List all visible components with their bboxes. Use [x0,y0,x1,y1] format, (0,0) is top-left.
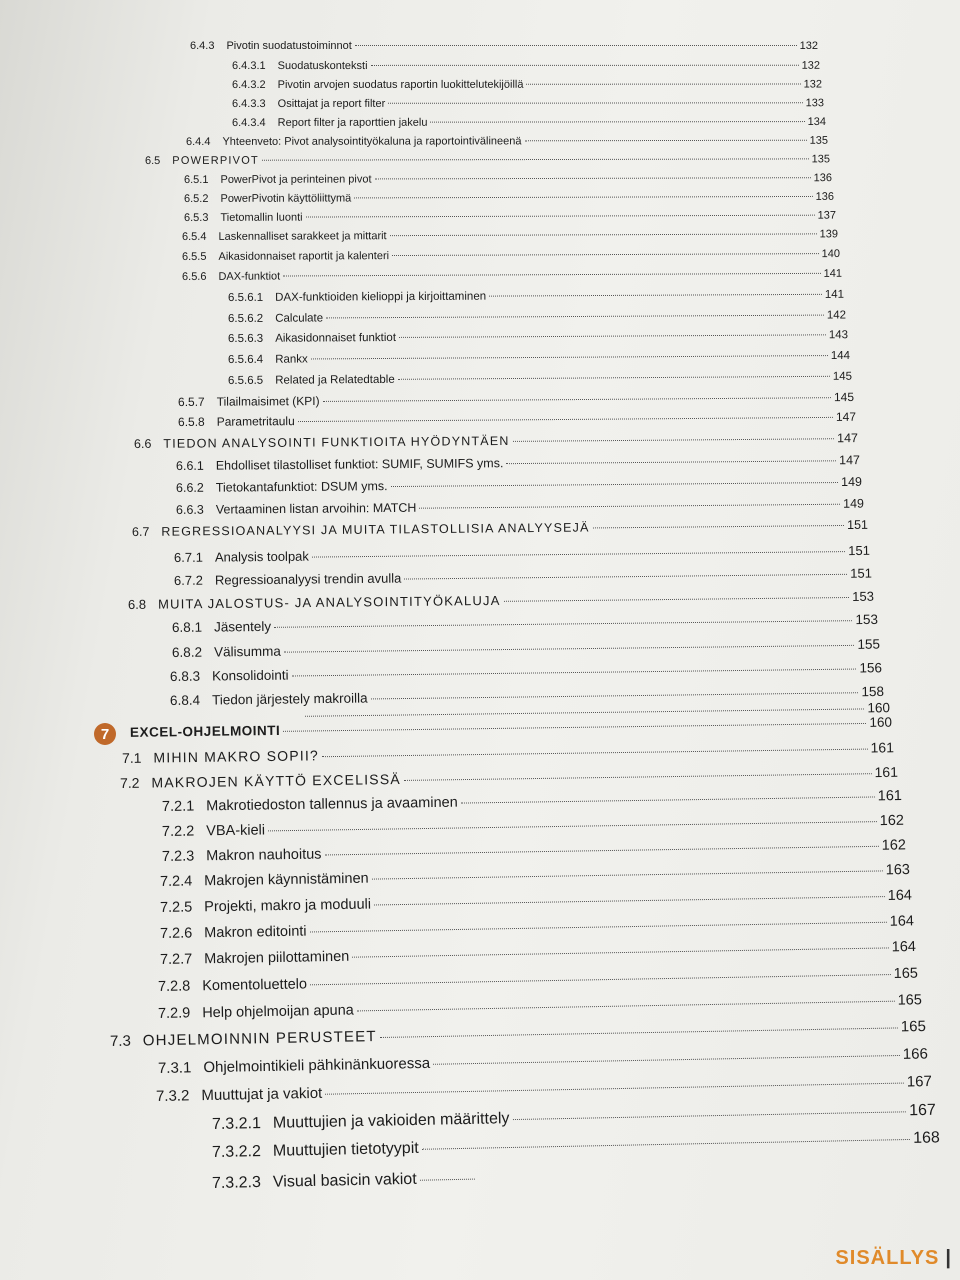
page-number: 160 [869,714,893,730]
toc-entry[interactable] [184,191,834,205]
dot-leader [390,233,817,236]
page-number: 135 [809,134,829,147]
dot-leader [310,974,891,985]
page-number: 162 [879,812,905,830]
entry-title: PowerPivot ja perinteinen pivot [220,173,372,186]
entry-number: 6.5.4 [181,230,207,243]
page-number: 140 [821,248,841,261]
page-number: 167 [908,1101,937,1120]
entry-title: Tietokantafunktiot: DSUM yms. [215,479,388,495]
entry-number: 6.4.3 [190,40,215,52]
entry-title: Parametritaulu [216,414,295,429]
toc-entry[interactable] [232,79,822,91]
page-number: 153 [852,588,875,604]
dot-leader [374,177,810,179]
toc-entry[interactable] [182,248,840,263]
toc-entry[interactable] [176,453,860,473]
entry-number: 7.3.2.1 [211,1115,262,1133]
page-number: 162 [881,837,907,854]
entry-number: 6.8.1 [171,619,203,635]
entry-title: Calculate [275,312,324,325]
page-number: 143 [828,329,849,342]
entry-title: Ohjelmointikieli pähkinänkuoressa [203,1054,431,1077]
entry-title: Makron editointi [204,923,307,942]
page-number: 132 [803,78,823,91]
toc-entry[interactable] [145,153,830,167]
page-number: 156 [859,660,883,676]
dot-leader [404,773,872,781]
entry-title: TIEDON ANALYSOINTI FUNKTIOITA HYÖDYNTÄEN [163,433,510,451]
page-number: 135 [811,153,831,166]
dot-leader [326,315,824,319]
dot-leader [526,84,800,85]
toc-entry[interactable] [172,637,880,660]
page-number: 155 [857,636,881,652]
toc-entry[interactable] [160,913,914,942]
page-number: 144 [830,349,851,363]
entry-title: Help ohjelmoijan apuna [202,1002,354,1022]
entry-title: POWERPIVOT [172,154,259,167]
entry-number: 6.5 [144,154,161,167]
toc-entry[interactable] [178,390,854,409]
entry-number: 6.4.4 [185,135,211,148]
dot-leader [430,121,804,123]
page-number: 165 [897,992,923,1009]
toc-entry[interactable] [158,1045,928,1077]
dot-leader [292,669,857,677]
toc-entry[interactable] [120,764,898,791]
entry-title: Laskennalliset sarakkeet ja mittarit [218,230,387,243]
dot-leader [398,376,830,380]
dot-leader [357,1001,895,1012]
toc-entry[interactable] [158,992,922,1022]
entry-title: MUITA JALOSTUS- JA ANALYSOINTITYÖKALUJA [157,592,501,612]
entry-title: Makrojen piilottaminen [204,948,350,968]
dot-leader [391,482,838,487]
entry-title: Pivotin suodatustoiminnot [226,40,352,52]
dot-leader [512,1111,906,1120]
dot-leader [298,417,833,422]
dot-leader [325,1083,904,1095]
dot-leader [310,922,887,933]
entry-number: 6.8 [127,596,147,612]
dot-leader [506,460,836,464]
page-number: 134 [807,116,827,129]
page-number: 149 [843,496,865,511]
entry-number: 7.2.2 [161,823,195,840]
entry-number: 6.4.3.3 [231,97,266,110]
dot-leader [433,1055,900,1065]
entry-title: Analysis toolpak [214,548,309,565]
toc-entry[interactable] [172,612,878,635]
entry-number: 6.6 [133,436,152,451]
dot-leader [323,397,831,402]
entry-number: 6.6.2 [175,480,204,495]
toc-entry[interactable] [158,966,918,995]
toc-entry[interactable] [160,888,912,916]
entry-title: Aikasidonnaiset raportit ja kalenteri [218,250,390,263]
dot-leader [371,65,799,66]
dot-leader [374,896,885,905]
running-footer [835,1247,952,1270]
toc-entry[interactable] [160,939,916,968]
toc-entry[interactable] [160,862,910,890]
toc-entry[interactable] [162,788,902,815]
entry-number: 6.6.1 [175,458,204,473]
entry-title: Pivotin arvojen suodatus raportin luokittelutekijöillä [277,78,524,91]
dot-leader [284,645,855,653]
entry-number: 6.5.2 [183,192,209,205]
dot-leader [355,45,797,46]
page-number: 136 [815,190,835,203]
entry-number: 6.5.6.1 [227,291,264,304]
toc-entry[interactable] [212,1170,478,1193]
dot-leader [392,253,819,256]
dot-leader [312,551,845,557]
toc-entry[interactable] [228,289,844,304]
entry-title: Jäsentely [213,618,272,635]
page-number: 147 [837,431,859,446]
dot-leader [380,1027,898,1038]
toc-entry[interactable] [132,518,868,539]
entry-number: 6.5.6.4 [227,353,264,366]
dot-leader [354,196,812,199]
dot-leader [268,821,877,831]
toc-entry[interactable] [232,97,824,110]
entry-number: 6.7.2 [173,572,204,588]
page-number: 153 [855,611,879,628]
dot-leader [322,749,868,758]
toc-entry[interactable] [186,135,828,148]
toc-entry[interactable] [162,837,906,865]
entry-number: 6.5.6.3 [227,332,264,345]
toc-entry[interactable] [184,210,836,224]
entry-title: Makrojen käynnistäminen [204,870,369,890]
entry-title: Regressioanalyysi trendin avulla [214,570,402,588]
entry-title: Aikasidonnaiset funktiot [275,331,397,345]
toc-entry[interactable] [228,309,846,325]
page-number: 160 [867,700,891,716]
dot-leader [352,947,888,957]
entry-number: 7.3.1 [157,1059,192,1077]
dot-leader [306,215,815,218]
entry-title: Tiedon järjestely makroilla [211,690,368,708]
entry-title: Muuttujien ja vakioiden määrittely [272,1110,510,1132]
entry-title: Makron nauhoitus [206,846,322,865]
entry-number: 6.4.3.4 [231,116,266,129]
page-number: 136 [813,172,833,185]
entry-number: 6.6.3 [175,502,204,517]
page-number: 151 [850,565,873,581]
page-number: 161 [870,739,895,756]
entry-title: Välisumma [213,643,281,660]
page-number: 133 [805,97,825,110]
dot-leader [283,723,866,732]
entry-number: 6.5.6.5 [227,374,264,387]
dot-leader [513,438,835,442]
entry-title: Makrotiedoston tallennus ja avaaminen [206,794,458,815]
page-number: 132 [799,40,818,52]
page-number: 141 [823,267,843,280]
entry-number: 6.8.3 [169,668,201,684]
entry-title: PowerPivotin käyttöliittymä [220,192,352,205]
entry-number: 7.2.5 [159,899,193,916]
entry-number: 7.3.2 [155,1087,190,1105]
entry-number: 6.5.3 [183,211,209,224]
entry-number: 6.5.7 [177,394,205,409]
entry-number: 6.5.1 [183,173,209,186]
dot-leader [404,574,847,580]
entry-number: 7.1 [121,749,142,766]
entry-title: OHJELMOINNIN PERUSTEET [142,1028,377,1050]
page-number: 166 [902,1045,929,1063]
page-number: 145 [832,370,853,383]
entry-title: Vertaaminen listan arvoihin: MATCH [215,500,417,517]
entry-title: DAX-funktiot [218,270,281,283]
toc-entry[interactable] [190,40,818,52]
entry-title: Osittajat ja report filter [277,97,386,110]
entry-title: Projekti, makro ja moduuli [204,896,372,916]
toc-entry[interactable] [228,350,850,366]
entry-number: 6.5.6 [181,270,207,283]
dot-leader [372,870,883,879]
page-number: 165 [893,965,919,983]
entry-title: Suodatuskonteksti [277,59,368,72]
page-number: 161 [877,788,903,805]
page-number: 158 [861,683,885,700]
page-number: 151 [848,542,871,559]
entry-number: 6.5.8 [177,414,205,429]
toc-entry[interactable] [162,813,904,840]
chapter-number-badge: 7 [94,723,116,745]
entry-title: Tietomallin luonti [220,211,303,224]
footer-divider: | [945,1247,952,1269]
entry-number: 6.8.2 [171,644,203,660]
toc-entry[interactable] [232,60,820,72]
page-number: 139 [819,228,839,241]
dot-leader [388,102,802,104]
toc-entry[interactable] [228,371,852,387]
entry-number: 7.2.9 [157,1005,191,1022]
toc-entry[interactable] [182,228,838,243]
toc-entry[interactable] [212,1102,936,1134]
entry-title: Muuttujien tietotyypit [272,1139,419,1160]
entry-number: 6.7.1 [173,549,203,565]
entry-title: Muuttujat ja vakiot [201,1084,323,1105]
entry-title: MAKROJEN KÄYTTÖ EXCELISSÄ [151,770,401,791]
entry-number: 7.2.6 [159,925,193,942]
page-number: 132 [801,59,821,72]
page-number: 142 [826,309,847,322]
entry-title: Rankx [275,353,308,366]
entry-number: 7.3 [109,1032,132,1050]
toc-entry[interactable] [182,268,842,283]
toc-entry[interactable] [178,410,856,429]
dot-leader [461,796,875,803]
toc-entry[interactable] [128,589,874,612]
dot-leader [524,140,806,142]
page-number: 167 [906,1073,933,1091]
dot-leader [311,355,828,359]
page-number: 151 [847,517,869,532]
dot-leader [371,692,859,699]
entry-number: 6.5.5 [181,250,207,263]
entry-title: Visual basicin vakiot [272,1170,417,1191]
page-number: 168 [912,1129,941,1147]
page-number: 161 [874,763,899,781]
entry-title: Related ja Relatedtable [275,373,395,387]
toc-entry[interactable] [174,566,872,588]
toc-entry[interactable] [212,1129,940,1162]
entry-title: Yhteenveto: Pivot analysointityökaluna ja raportointivälineenä [222,135,522,148]
page-number: 164 [887,887,913,905]
entry-title: Tilailmaisimet (KPI) [216,393,320,409]
entry-number: 7.3.2.2 [211,1143,262,1161]
entry-number: 7.2.4 [159,873,193,890]
entry-title: EXCEL-OHJELMOINTI [129,722,281,740]
entry-title: REGRESSIOANALYYSI JA MUITA TILASTOLLISIA ANALYYSEJÄ [161,520,590,539]
page-number: 147 [839,453,861,468]
entry-number: 7.2 [119,774,140,791]
toc-entry[interactable] [232,116,826,129]
entry-title: Report filter ja raporttien jakelu [277,116,428,129]
page-number: 145 [833,390,855,405]
toc-entry[interactable] [156,1073,932,1105]
page-number: 164 [889,913,915,930]
entry-number: 7.2.3 [161,848,195,865]
entry-number: 7.2.8 [157,978,191,995]
entry-title: DAX-funktioiden kielioppi ja kirjoittaminen [275,290,487,304]
dot-leader [489,294,822,297]
entry-number: 7.2.1 [161,798,195,815]
entry-title: MIHIN MAKRO SOPII? [153,747,320,766]
page-number: 147 [835,409,857,424]
entry-number: 7.2.7 [159,951,193,968]
dot-leader [422,1139,910,1150]
page-number: 164 [891,938,917,956]
entry-number: 6.8.4 [169,692,201,708]
toc-entry[interactable] [174,543,870,565]
entry-title: Komentoluettelo [202,976,308,995]
dot-leader [419,504,840,509]
entry-number: 6.4.3.2 [231,78,266,91]
dot-leader [324,846,878,856]
dot-leader [420,1179,475,1181]
page-number: 137 [817,209,837,222]
dot-leader [593,525,844,528]
page-number: 163 [885,861,911,879]
entry-number: 6.5.6.2 [227,312,264,325]
entry-number: 6.7 [131,524,150,539]
toc-entry[interactable] [228,329,848,345]
entry-title: VBA-kieli [206,822,266,840]
toc-entry[interactable] [176,475,862,495]
dot-leader [262,158,809,160]
page-number: 165 [900,1017,927,1036]
toc-entry[interactable] [176,497,864,517]
footer-label: SISÄLLYS [835,1247,940,1269]
dot-leader [504,597,850,602]
entry-title: Ehdolliset tilastolliset funktiot: SUMIF, SUMIFS yms. [215,456,504,473]
page-number: 141 [824,288,845,301]
dot-leader [283,273,820,277]
toc-entry[interactable] [170,660,882,684]
toc-entry[interactable] [134,431,858,451]
toc-entry[interactable] [110,1018,926,1050]
entry-number: 6.4.3.1 [231,59,266,72]
toc-entry[interactable] [122,739,894,766]
dot-leader [274,620,852,628]
toc-entry[interactable] [184,172,832,186]
entry-number: 7.3.2.3 [211,1173,262,1192]
dot-leader [399,334,826,338]
page-number: 149 [841,474,863,489]
entry-title: Konsolidointi [211,667,289,684]
